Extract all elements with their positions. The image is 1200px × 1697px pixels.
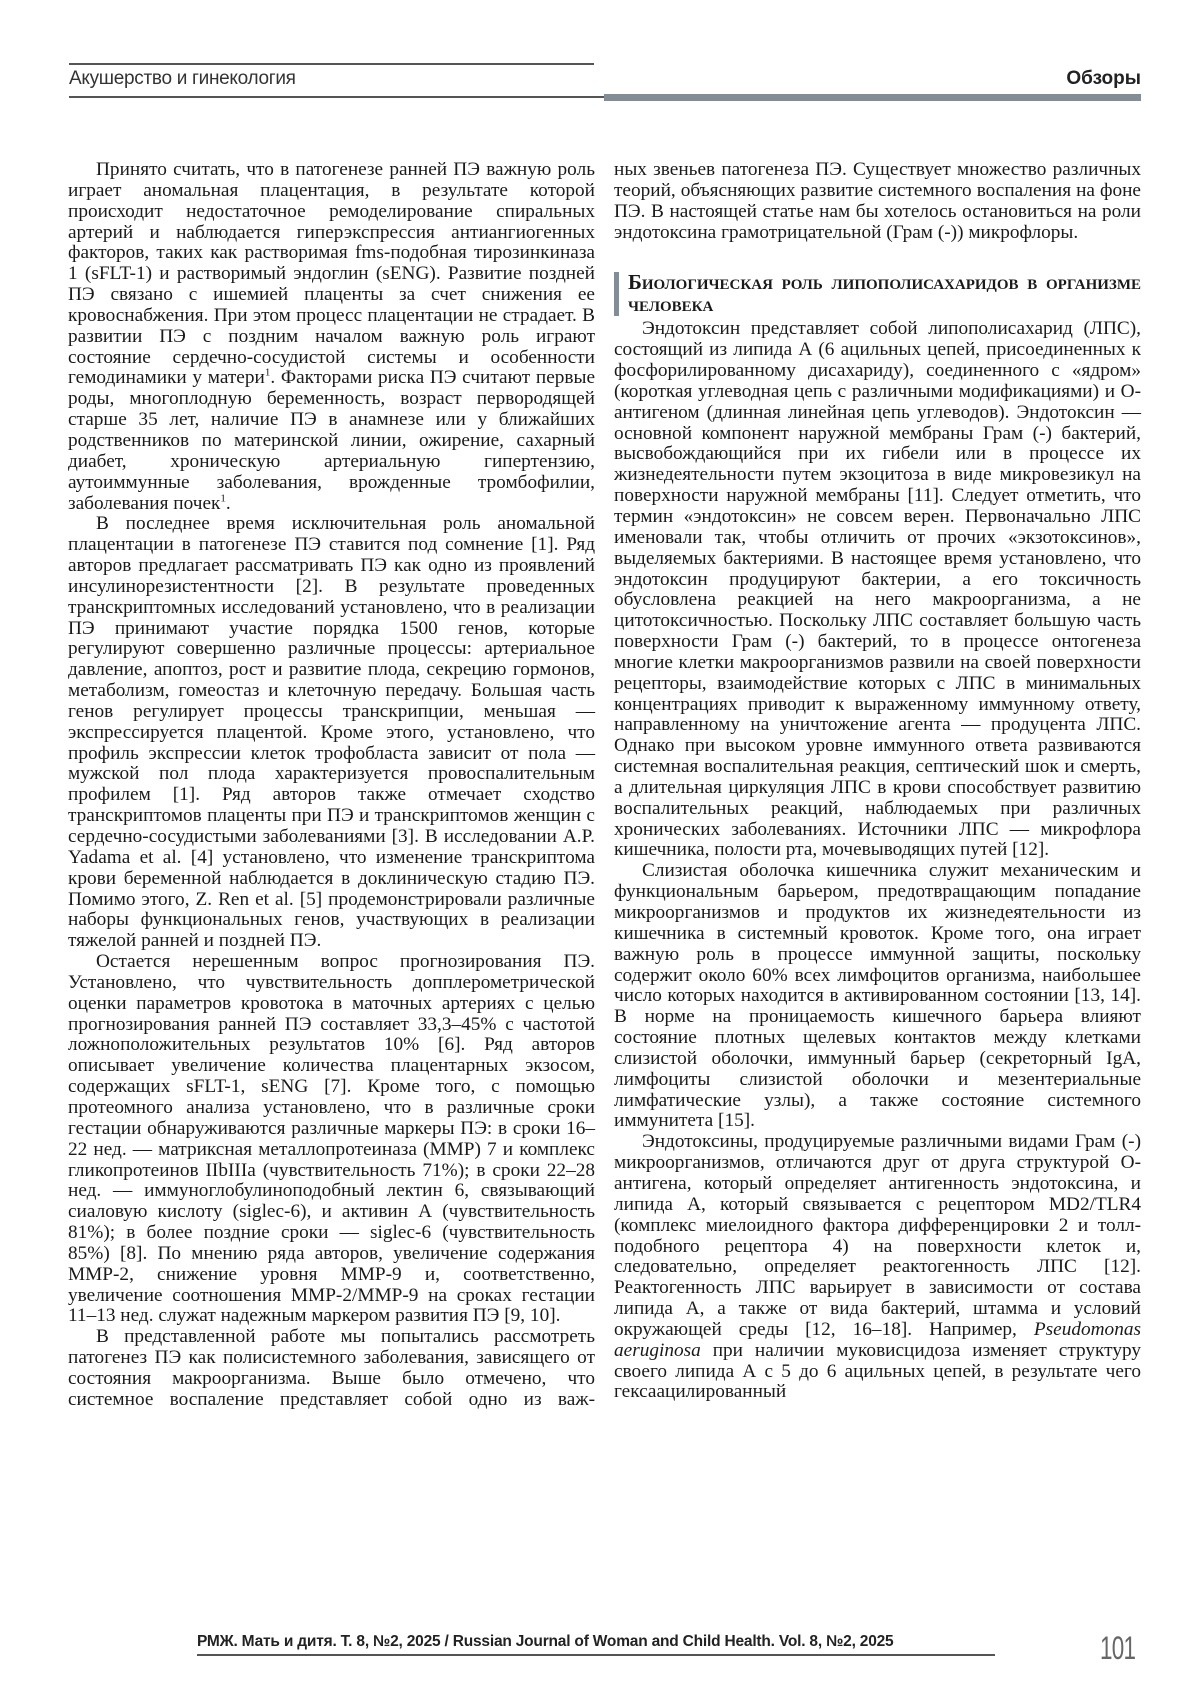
header-rule-top: [69, 63, 594, 65]
article-category: Обзоры: [1066, 68, 1141, 90]
footer-rule: [197, 1654, 995, 1656]
paragraph-continued: ных звеньев патогенеза ПЭ. Существует множество различных теорий, объясняющих развитие системного воспаления на фоне ПЭ. В настоящей статье нам бы хотелось остановиться на роли эндотоксина грамотрицательной (Грам (-)) микрофлоры.: [614, 160, 1141, 243]
paragraph: В последнее время исключительная роль аномальной плацентации в патогенезе ПЭ ставится под сомнение [1]. Ряд авторов предлагает рассматривать ПЭ как одно из проявлений инсулинорезистентности [2]. В результате проведенных транскриптомных исследований установлено, что в реализации ПЭ принимают участие порядка 1500 генов, которые регулируют совершенно различные процессы: артериальное давление, апоптоз, рост и развитие плода, секрецию гормонов, метаболизм, гомеостаз и клеточную передачу. Большая часть генов регулирует процессы транскрипции, меньшая — экспрессируется плацентой. Кроме этого, установлено, что профиль экспрессии клеток трофобласта зависит от пола — мужской пол плода характеризуется провоспалительным профилем [1]. Ряд авторов также отмечает сходство транскриптомов плаценты при ПЭ и транскриптомов женщин с сердечно-сосудистыми заболеваниями [3]. В исследовании A.P. Yadama et al. [4] установлено, что изменение транскриптома крови беременной наблюдается в доклиническую стадию ПЭ. Помимо этого, Z. Ren et al. [5] продемонстрировали различные наборы функциональных генов, участвующих в реализации тяжелой ранней и поздней ПЭ.: [68, 514, 595, 952]
footnote-ref: 1: [220, 492, 226, 504]
paragraph: Эндотоксин представляет собой липополисахарид (ЛПС), состоящий из липида А (6 ацильных цепей, присоединенных к фосфорилированному дисахариду), соединенного с «ядром» (короткая углеводная цепь с различными модификациями) и О-антигеном (длинная линейная цепь углеводов). Эндотоксин — основной компонент наружной мембраны Грам (-) бактерий, высвобождающийся при их гибели или в процессе их жизнедеятельности путем экзоцитоза в виде микровезикул на поверхности наружной мембраны [11]. Следует отметить, что термин «эндотоксин» не совсем верен. Первоначально ЛПС именовали так, чтобы отличить от прочих «экзотоксинов», выделяемых бактериями. В настоящее время установлено, что эндотоксин продуцируют бактерии, а его токсичность обусловлена реакцией на него макроорганизма, а не цитотоксичностью. Поскольку ЛПС составляет большую часть поверхности Грам (-) бактерий, то в процессе онтогенеза многие клетки макроорганизмов развили на своей поверхности рецепторы, взаимодействие которых с ЛПС в минимальных концентрациях приводит к выраженному иммунному ответу, направленному на уничтожение агента — продуцента ЛПС. Однако при высоком уровне иммунного ответа развиваются системная воспалительная реакция, септический шок и смерть, а длительная циркуляция ЛПС в крови способствует развитию воспалительных реакций, наблюдаемых при различных хронических заболеваниях. Источники ЛПС — микрофлора кишечника, полости рта, мочевыводящих путей [12].: [614, 319, 1141, 861]
section-title: Биологическая роль липополисахаридов в организме человека: [628, 270, 1141, 316]
section-heading: [614, 271, 1141, 315]
heading-accent-bar: [614, 272, 619, 316]
paragraph: Слизистая оболочка кишечника служит механическим и функциональным барьером, предотвращающим попадание микроорганизмов и продуктов их жизнедеятельности из кишечника в системный кровоток. Кроме того, она играет важную роль в процессе иммунной защиты, поскольку содержит около 60% всех лимфоцитов организма, наибольшее число которых находится в активированном состоянии [13, 14]. В норме на проницаемость кишечного барьера влияют состояние плотных щелевых контактов между клетками слизистой оболочки, иммунный барьер (секреторный IgA, лимфоциты слизистой оболочки и мезентериальные лимфатические узлы), а также состояние системного иммунитета [15].: [614, 861, 1141, 1132]
text: Принято считать, что в патогенезе ранней ПЭ важную роль играет аномальная плацентация, в результате которой происходит недостаточное ремоделирование спиральных артерий и наблюдается гиперэкспрессия антиангиогенных факторов, таких как растворимая fms-подобная тирозинкиназа 1 (sFLT-1) и растворимый эндоглин (sENG). Развитие поздней ПЭ связано с ишемией плаценты за счет снижения ее кровоснабжения. При этом процесс плацентации не страдает. В развитии ПЭ с поздним началом важную роль играют состояние сердечно-сосудистой системы и особенности гемодинамики у матери: [68, 159, 595, 388]
text: . Факторами риска ПЭ считают первые роды, многоплодную беременность, возраст первородящей старше 35 лет, наличие ПЭ в анамнезе или у ближайших родственников по материнской линии, ожирение, сахарный диабет, хроническую артериальную гипертензию, аутоиммунные заболевания, врожденные тромбофилии, заболевания почек: [68, 367, 595, 513]
text: Эндотоксины, продуцируемые различными видами Грам (-) микроорганизмов, отличаются друг от друга структурой О-антигена, который определяет антигенность эндотоксина, и липида А, который связывается с рецептором MD2/TLR4 (комплекс миелоидного фактора дифференцировки 2 и толл-подобного рецептора 4) на поверхности клеток и, следовательно, определяет реактогенность ЛПС [12]. Реактогенность ЛПС варьирует в зависимости от состава липида А, а также от вида бактерий, штамма и условий окружающей среды [12, 16–18]. Например,: [614, 1131, 1141, 1340]
paragraph: В представленной работе мы попытались рассмотреть патогенез ПЭ как полисистемного заболевания, зависящего от состояния макроорганизма. Выше было отмечено, что системное воспаление представляет собой одно из важ-: [68, 1327, 595, 1410]
text: при наличии муковисцидоза изменяет структуру своего липида А с 5 до 6 ацильных цепей, в результате чего гексаацилированный: [614, 1340, 1141, 1403]
footnote-ref: 1: [265, 367, 271, 379]
right-column: [614, 160, 1141, 1403]
species-name: Pseudomonas aeruginosa: [614, 1319, 1141, 1361]
paragraph: Остается нерешенным вопрос прогнозирования ПЭ. Установлено, что чувствительность допплерометрической оценки параметров кровотока в маточных артериях с целью прогнозирования ранней ПЭ составляет 33,3–45% с частотой ложноположительных результатов 10% [6]. Ряд авторов описывает увеличение количества плацентарных экзосом, содержащих sFLT-1, sENG [7]. Кроме того, с помощью протеомного анализа установлено, что в различные сроки гестации обнаруживаются различные маркеры ПЭ: в сроки 16–22 нед. — матриксная металлопротеиназа (ММР) 7 и комплекс гликопротеинов IIbIIIa (чувствительность 71%); в сроки 22–28 нед. — иммуноглобулиноподобный лектин 6, связывающий сиаловую кислоту (siglec-6), и активин А (чувствительность 81%); в более поздние сроки — siglec-6 (чувствительность 85%) [8]. По мнению ряда авторов, увеличение содержания MMP-2, снижение уровня MMP-9 и, соответственно, увеличение соотношения MMP-2/MMP-9 на сроках гестации 11–13 нед. служат надежным маркером развития ПЭ [9, 10].: [68, 952, 595, 1327]
footer-citation: РМЖ. Мать и дитя. Т. 8, №2, 2025 / Russian Journal of Woman and Child Health. Vol. 8, №2, 2025: [197, 1633, 893, 1651]
paragraph: [614, 1132, 1141, 1403]
page-number: 101: [1100, 1630, 1135, 1667]
journal-section: Акушерство и гинекология: [69, 68, 296, 90]
left-column: [68, 160, 595, 1411]
text: .: [226, 493, 231, 514]
header-accent-bar: [604, 94, 1141, 101]
paragraph: [68, 160, 595, 514]
header-rule-bottom: [69, 96, 604, 98]
